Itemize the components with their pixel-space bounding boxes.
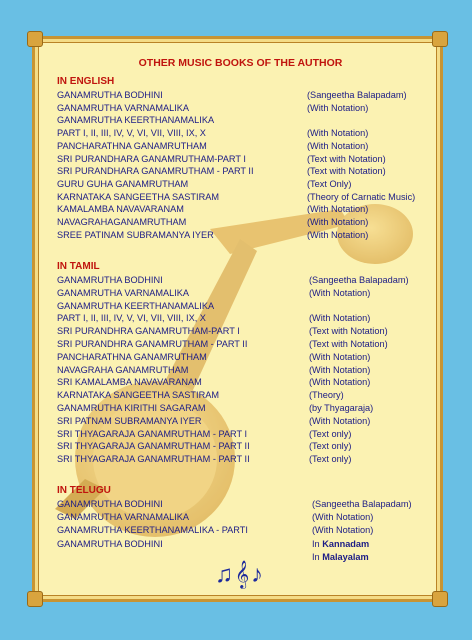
book-note: (With Notation) (312, 512, 374, 523)
book-list-item (57, 352, 427, 365)
book-title: SREE PATINAM SUBRAMANYA IYER (57, 229, 214, 240)
book-list-item (57, 403, 427, 416)
book-list-item (57, 115, 427, 128)
book-title: GANAMRUTHA VARNAMALIKA (57, 287, 190, 298)
book-title: SRI PURANDHRA GANAMRUTHAM - PART II (57, 339, 248, 349)
book-list-item (57, 192, 427, 205)
book-note: (With Notation) (309, 377, 371, 388)
book-note: (Text with Notation) (309, 339, 388, 349)
book-title: PANCHARATHNA GANAMRUTHAM (57, 140, 207, 151)
book-note: (Sangeetha Balapadam) (309, 275, 409, 285)
book-list-item (57, 90, 427, 103)
book-list-item (57, 416, 427, 429)
book-list-item (57, 499, 427, 512)
book-title: GANAMRUTHA BODHINI (57, 499, 163, 509)
book-title: GANAMRUTHA BODHINI (57, 275, 163, 285)
book-title: NAVAGRAHAGANAMRUTHAM (57, 217, 187, 227)
book-list-item (57, 275, 427, 288)
book-list-item (57, 154, 427, 167)
book-title: SRI THYAGARAJA GANAMRUTHAM - PART II (57, 441, 250, 452)
book-note: (Text with Notation) (309, 326, 388, 337)
book-note: (With Notation) (307, 128, 369, 139)
book-list-item (57, 103, 427, 116)
book-title: KARNATAKA SANGEETHA SASTIRAM (57, 191, 220, 202)
book-title: SRI PURANDHARA GANAMRUTHAM-PART I (57, 153, 246, 164)
book-note: (Sangeetha Balapadam) (307, 90, 407, 100)
book-list-item (57, 365, 427, 378)
book-note: (Text Only) (307, 178, 352, 189)
book-list-item (57, 141, 427, 154)
book-list-item (57, 441, 427, 454)
book-list-item (57, 377, 427, 390)
book-title: SRI THYAGARAJA GANAMRUTHAM - PART I (57, 428, 248, 439)
page-title: OTHER MUSIC BOOKS OF THE AUTHOR (138, 57, 343, 69)
book-title: SRI PURANDHRA GANAMRUTHAM-PART I (57, 326, 240, 337)
book-title: PART I, II, III, IV, V, VI, VII, VIII, IX, X (57, 313, 206, 324)
book-note: (With Notation) (307, 217, 369, 227)
book-note-language: Malayalam (322, 551, 369, 562)
book-note (312, 539, 369, 549)
book-list-item (57, 429, 427, 442)
section-heading-telugu: IN TELUGU (57, 485, 111, 496)
book-note: (With Notation) (309, 351, 371, 362)
book-note-prefix: In (312, 538, 323, 549)
book-note: (Theory) (309, 390, 344, 401)
book-note: (Text only) (309, 441, 352, 452)
book-note: (Text only) (309, 428, 352, 439)
book-list-item (57, 288, 427, 301)
book-note: (With Notation) (307, 204, 369, 215)
book-note: (With Notation) (309, 313, 371, 324)
book-title: GANAMRUTHA KEERTHANAMALIKA (57, 300, 215, 311)
book-title: GURU GUHA GANAMRUTHAM (57, 178, 189, 189)
book-title: GANAMRUTHA VARNAMALIKA (57, 102, 190, 113)
book-title: SRI KAMALAMBA NAVAVARANAM (57, 377, 202, 388)
book-list-item (57, 166, 427, 179)
book-title: GANAMRUTHA BODHINI (57, 90, 163, 100)
book-note: (Sangeetha Balapadam) (312, 499, 412, 509)
book-list-item (57, 204, 427, 217)
book-note: (With Notation) (309, 415, 371, 426)
book-list-item (57, 390, 427, 403)
book-note: (With Notation) (307, 229, 369, 240)
book-note: (Theory of Carnatic Music) (307, 191, 416, 202)
book-note: (by Thyagaraja) (309, 403, 374, 413)
section-heading-tamil: IN TAMIL (57, 261, 100, 272)
book-title: SRI PURANDHARA GANAMRUTHAM - PART II (57, 166, 254, 177)
book-list-item (57, 326, 427, 339)
book-note: (With Notation) (307, 140, 369, 151)
book-title: GANAMRUTHA BODHINI (57, 538, 163, 549)
book-list-item (57, 179, 427, 192)
book-title: PART I, II, III, IV, V, VI, VII, VIII, IX, X (57, 128, 206, 139)
book-list-item (57, 525, 427, 538)
section-heading-english: IN ENGLISH (57, 76, 115, 87)
book-note (312, 552, 369, 562)
book-note-prefix: In (312, 551, 323, 562)
book-note: (With Notation) (312, 525, 374, 536)
book-title: KARNATAKA SANGEETHA SASTIRAM (57, 390, 220, 401)
book-title: GANAMRUTHA KIRITHI SAGARAM (57, 403, 206, 413)
book-list-item (57, 313, 427, 326)
book-title: GANAMRUTHA KEERTHANAMALIKA - PARTI (57, 525, 248, 536)
book-list-item (57, 454, 427, 467)
book-list-item (57, 539, 427, 552)
book-title: SRI THYAGARAJA GANAMRUTHAM - PART II (57, 454, 250, 465)
book-list-item (57, 301, 427, 314)
book-note: (With Notation) (309, 287, 371, 298)
music-notes-icon: ♫𝄞♪ (215, 561, 266, 588)
book-note: (Text with Notation) (307, 153, 386, 164)
book-list-item (57, 128, 427, 141)
book-note: (Text only) (309, 454, 352, 465)
book-list-item (57, 230, 427, 243)
book-list-panel (32, 36, 443, 602)
book-list-item (57, 217, 427, 230)
book-list-item (57, 512, 427, 525)
book-title: NAVAGRAHA GANAMRUTHAM (57, 364, 189, 375)
book-note: (Text with Notation) (307, 166, 386, 177)
book-title: SRI PATNAM SUBRAMANYA IYER (57, 415, 202, 426)
book-title: PANCHARATHNA GANAMRUTHAM (57, 351, 207, 362)
book-title: GANAMRUTHA VARNAMALIKA (57, 512, 190, 523)
book-title: GANAMRUTHA KEERTHANAMALIKA (57, 115, 215, 126)
book-list-item (57, 339, 427, 352)
book-note-language: Kannadam (322, 538, 370, 549)
book-note: (With Notation) (309, 364, 371, 375)
book-note: (With Notation) (307, 102, 369, 113)
book-title: KAMALAMBA NAVAVARANAM (57, 204, 184, 215)
